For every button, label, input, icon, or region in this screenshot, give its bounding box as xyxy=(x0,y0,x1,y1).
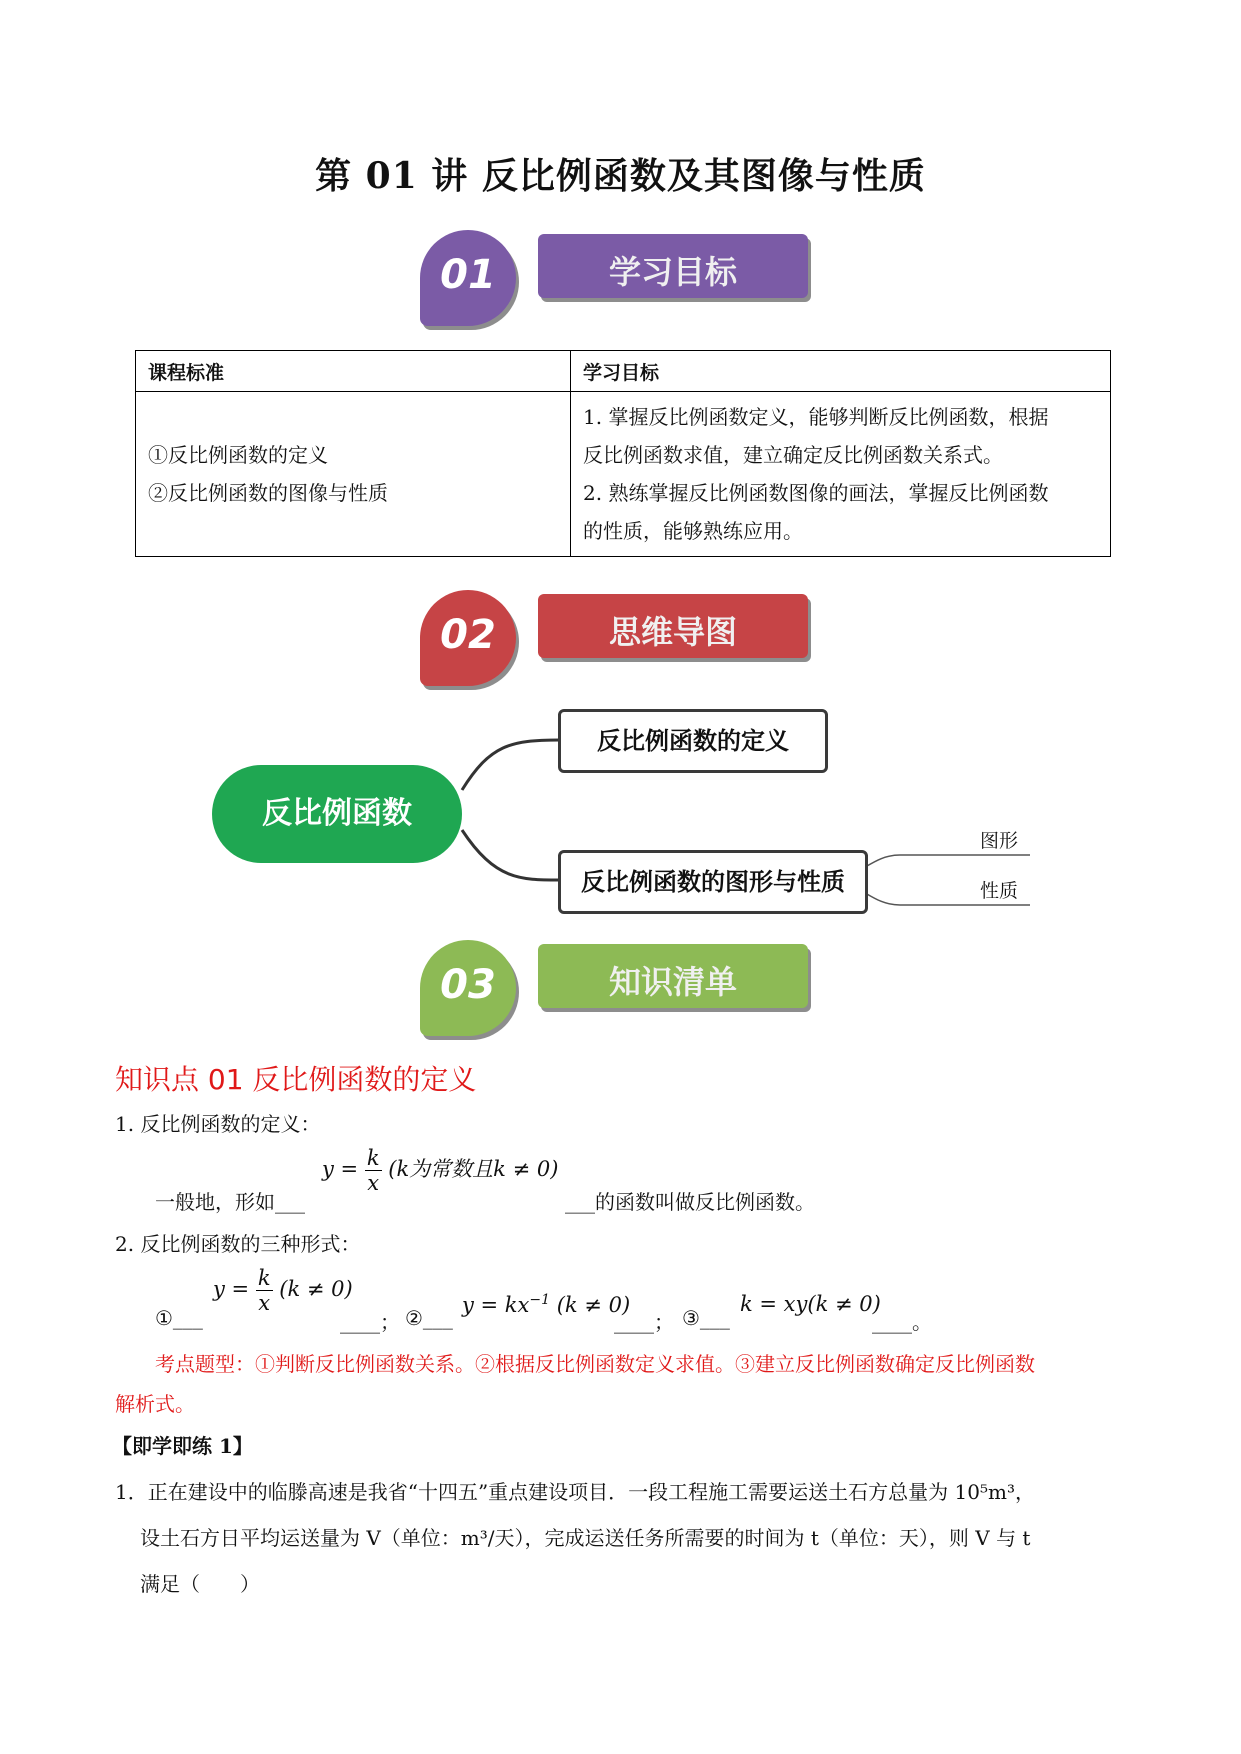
definition-formula xyxy=(322,1146,558,1195)
form2-separator: ____； xyxy=(614,1310,674,1334)
fraction xyxy=(256,1266,273,1315)
numerator: k xyxy=(257,1266,271,1290)
section-label: 思维导图 xyxy=(608,613,737,651)
form1-formula xyxy=(213,1266,353,1315)
section-label: 学习目标 xyxy=(608,253,737,291)
forms-heading: 2. 反比例函数的三种形式： xyxy=(115,1232,361,1256)
form3-label: ③___ xyxy=(682,1306,730,1330)
mindmap-branch-definition: 反比例函数的定义 xyxy=(558,709,828,773)
formula-lhs: y = xyxy=(322,1157,359,1181)
goal-line: 2. 熟练掌握反比例函数图像的画法，掌握反比例函数 xyxy=(583,481,1049,505)
mindmap-leaf-properties: 性质 xyxy=(980,880,1019,902)
question-line: 1．正在建设中的临滕高速是我省“十四五”重点建设项目．一段工程施工需要运送土石方总量为 10⁵m³， xyxy=(115,1480,1035,1504)
section-number-circle xyxy=(420,940,516,1036)
section-number: 03 xyxy=(440,962,496,1008)
form2-formula xyxy=(462,1292,630,1317)
mindmap-leaf-graph: 图形 xyxy=(980,830,1019,852)
connector-branch2 xyxy=(462,830,560,880)
question-line: 设土石方日平均运送量为 V（单位：m³/天），完成运送任务所需要的时间为 t（单位：天），则 V 与 t xyxy=(140,1526,1031,1550)
connector-branch1 xyxy=(462,740,560,790)
fraction xyxy=(365,1146,382,1195)
section-label-bar xyxy=(538,944,808,1008)
form3-formula: k = xy(k ≠ 0) xyxy=(740,1292,881,1316)
section-number: 02 xyxy=(440,612,496,658)
goal-line: 的性质，能够熟练应用。 xyxy=(583,519,803,543)
definition-suffix: ___的函数叫做反比例函数。 xyxy=(565,1190,815,1214)
goal-line: 1. 掌握反比例函数定义，能够判断反比例函数，根据 xyxy=(583,405,1049,429)
formula-exponent: −1 xyxy=(529,1292,551,1308)
section-badge-knowledge xyxy=(420,932,840,1042)
formula-lhs: y = xyxy=(213,1277,250,1301)
exam-types-line2: 解析式。 xyxy=(115,1392,195,1416)
header-standard: 课程标准 xyxy=(136,351,571,392)
header-goal: 学习目标 xyxy=(571,351,1111,392)
question-line: 满足（ ） xyxy=(140,1572,260,1596)
formula-condition: (k ≠ 0) xyxy=(279,1277,353,1301)
numerator: k xyxy=(366,1146,380,1170)
denominator: x xyxy=(367,1171,380,1195)
form1-label: ①___ xyxy=(155,1306,203,1330)
definition-heading: 1. 反比例函数的定义： xyxy=(115,1112,321,1136)
formula-condition: (k为常数且k ≠ 0) xyxy=(388,1157,559,1181)
practice-title: 【即学即练 1】 xyxy=(112,1434,253,1458)
section-number: 01 xyxy=(440,252,496,298)
knowledge-point-title: 知识点 01 反比例函数的定义 xyxy=(115,1063,477,1096)
formula-body: y = kx xyxy=(462,1293,530,1317)
standard-line: ①反比例函数的定义 xyxy=(148,443,328,467)
mindmap-branch-graph-properties: 反比例函数的图形与性质 xyxy=(558,850,868,914)
exam-types-line1: 考点题型：①判断反比例函数关系。②根据反比例函数定义求值。③建立反比例函数确定反比例函数 xyxy=(155,1352,1035,1376)
form3-separator: ____。 xyxy=(872,1310,932,1334)
denominator: x xyxy=(258,1291,271,1315)
formula-condition: (k ≠ 0) xyxy=(556,1293,631,1317)
standard-line: ②反比例函数的图像与性质 xyxy=(148,481,388,505)
mindmap-root: 反比例函数 xyxy=(212,765,462,863)
form2-label: ②___ xyxy=(405,1306,453,1330)
goal-line: 反比例函数求值，建立确定反比例函数关系式。 xyxy=(583,443,1003,467)
section-label: 知识清单 xyxy=(608,963,737,1001)
form1-separator: ____； xyxy=(340,1310,400,1334)
definition-prefix: 一般地，形如___ xyxy=(155,1190,305,1214)
page-title: 第 01 讲 反比例函数及其图像与性质 xyxy=(315,155,926,197)
